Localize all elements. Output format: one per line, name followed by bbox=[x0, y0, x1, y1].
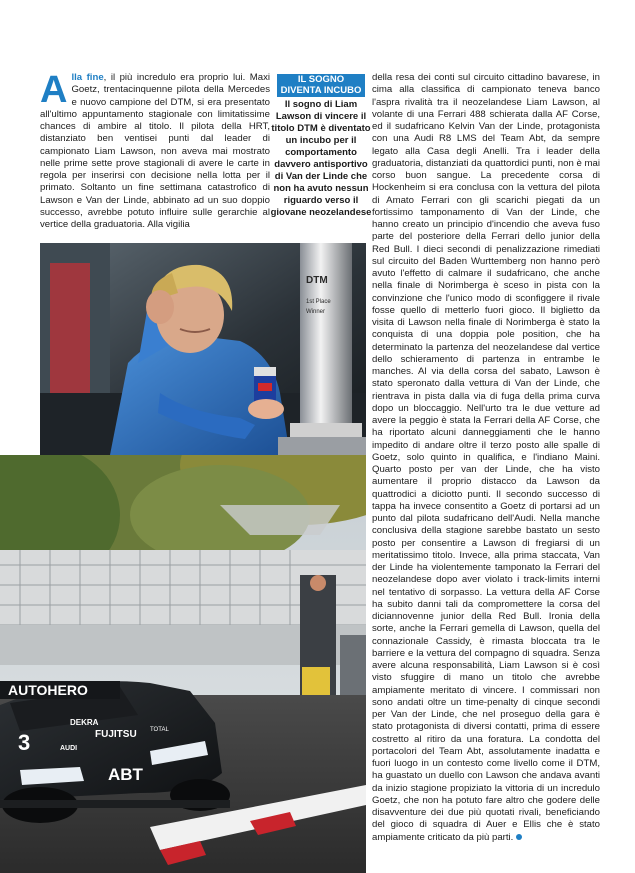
car-livery-total: TOTAL bbox=[150, 727, 169, 733]
pull-quote-heading-line-1: IL SOGNO bbox=[297, 74, 345, 85]
car-number: 3 bbox=[18, 730, 31, 755]
article-body-left: , il più incredulo era proprio lui. Maxi Goetz, trentacinquenne pilota della Mercedes e nuovo campione del DTM, si era presentato all'ultimo appuntamento stagionale con limitatissime chances di ambire al titolo. Il pilota della HRT, distanziato ben ventisei punti dal leader di campionato Liam Lawson, non aveva mai mostrato nelle prime sette prove stagionali di avere le carte in regola per inserirsi con decisione nella lotta per il primato. Soltanto un fine settimana catastrofico di Lawson e Van der Linde, abbinato ad un suo doppio successo, avrebbe potuto influire sulle gerarchie al vertice della graduatoria. Alla vigilia bbox=[40, 72, 270, 230]
pull-quote-text: Il sogno di Liam Lawson di vincere il titolo DTM è diventato un incubo per il comportamento davvero antisportivo di Van der Linde che non ha avuto nessun riguardo verso il giovane neozelandese bbox=[270, 99, 372, 218]
trophy-text-place: 1st Place bbox=[306, 299, 331, 305]
drop-cap: A bbox=[40, 69, 68, 111]
car-livery-dekra: DEKRA bbox=[70, 718, 99, 727]
trophy-text-winner: Winner bbox=[306, 309, 326, 315]
pull-quote-heading bbox=[277, 74, 366, 97]
article-column-right bbox=[372, 72, 600, 844]
car-livery-autohero: AUTOHERO bbox=[8, 682, 88, 698]
pull-quote bbox=[270, 74, 372, 219]
article-lead: lla fine bbox=[71, 72, 104, 83]
photo-race-car bbox=[0, 455, 366, 873]
photo-driver-svg bbox=[40, 243, 366, 455]
end-mark-icon bbox=[516, 834, 522, 840]
car-livery-fujitsu: FUJITSU bbox=[95, 729, 137, 740]
car-livery-abt: ABT bbox=[108, 765, 143, 784]
article-column-left bbox=[40, 69, 270, 231]
article-body-right: della resa dei conti sul circuito cittadino bavarese, in cima alla classifica di campionato teneva banco l'aspra rivalità tra il neozelandese Liam Lawson, al volante di una Ferrari 488 schierata dalla AF Corse, ed il sudafricano Kelvin Van der Linde, protagonista con una Audi R8 LMS del Team Abt, da sempre legato alla Casa degli Anelli. Tra i leader della graduatoria, distanziati da quattordici punti, non è mai corso buon sangue. La precedente corsa di Hockenheim si era conclusa con la vettura del pilota di Amato Ferrari con gli scarichi piegati da un fortissimo tamponamento di Van der Linde, che hanno creato un principio d'incendio che aveva fuso parte del posteriore della Ferrari dello junior della Red Bull. I dieci secondi di penalizzazione rimediati sul circuito del Baden Wurttemberg non hanno però avuto l'effetto di calmare il sudafricano, che anche nella finale di Norimberga è sceso in pista con la convinzione che l'unico modo di sconfiggere il rivale fosse quello di metterlo fuori gioco. Il biglietto da visita di Lawson nella finale di Norimberga è stato la conquista di una doppia pole position, che ha determinato la partenza del neozelandese dal vertice dello schieramento di partenza in entrambe le manches. Al via della corsa del sabato, Lawson è stato speronato dalla vettura di Van der Linde, che rientrava in pista dalla via di fuga della prima curva dopo un bloccaggio. Nell'urto tra le due vetture ad avere la peggio è stata la Ferrari della AF Corse, che ha riportato alcuni danneggiamenti che le hanno impedito di andare oltre il terzo posto alle spalle di Goetz, solo quinto in qualifica, e l'indiano Maini. Quarto posto per van der Linde, che ha visto aumentare il proprio distacco da Lawson da quattrodici a diciotto punti. Il secondo successo di tappa ha invece consentito a Goetz di portarsi ad un punto dal pilota sudafricano dell'Audi. Nella manche conclusiva della stagione sarebbe bastato un sesto posto per consentire a Lawson di fregiarsi di un meritatissimo titolo. Invece, alla prima staccata, Van der Linde ha violentemente tamponato la Ferrari del neozelandese dopo aver violato i track-limits interni nel tentativo di sorpasso. La vettura della AF Corse ha subito danni tali da compromettere la corsa del diciannovenne junior della Red Bull. Ironia della sorte, anche la Ferrari gemella di Lawson, quella del connazionale Cassidy, è rimasta bloccata tra le barriere e la vettura del compagno di squadra. Senza avere alcuna responsabilità, Liam Lawson si è così visto sfuggire di mano un titolo che avrebbe ampiamente meritato di vincere. I commissari non sono andati oltre un time-penalty di cinque secondi per Van der Linde, che nel proseguo della gara è stato protagonista di diversi contatti, prima di essere costretto al ritiro da una foratura. La condotta del portacolori del Team Abt, assolutamente inadatta e fuori luogo in un contesto come livello come il DTM, ha guastato un duello con Lawson che andava avanti da inizio stagione propiziato la vittoria di un incredulo Goetz, che non ha potuto fare altro che godere delle disavventure dei due più quotati rivali, beneficiando del gioco di squadra di Auer e Ellis che è stato ampiamente criticato da più parti. bbox=[372, 72, 600, 843]
pull-quote-heading-line-2: DIVENTA INCUBO bbox=[280, 84, 362, 96]
car-livery-audi: AUDI bbox=[60, 745, 78, 752]
photo-race-car-svg bbox=[0, 455, 366, 873]
trophy-text-dtm: DTM bbox=[306, 275, 328, 286]
photo-driver-dejected bbox=[40, 243, 366, 455]
